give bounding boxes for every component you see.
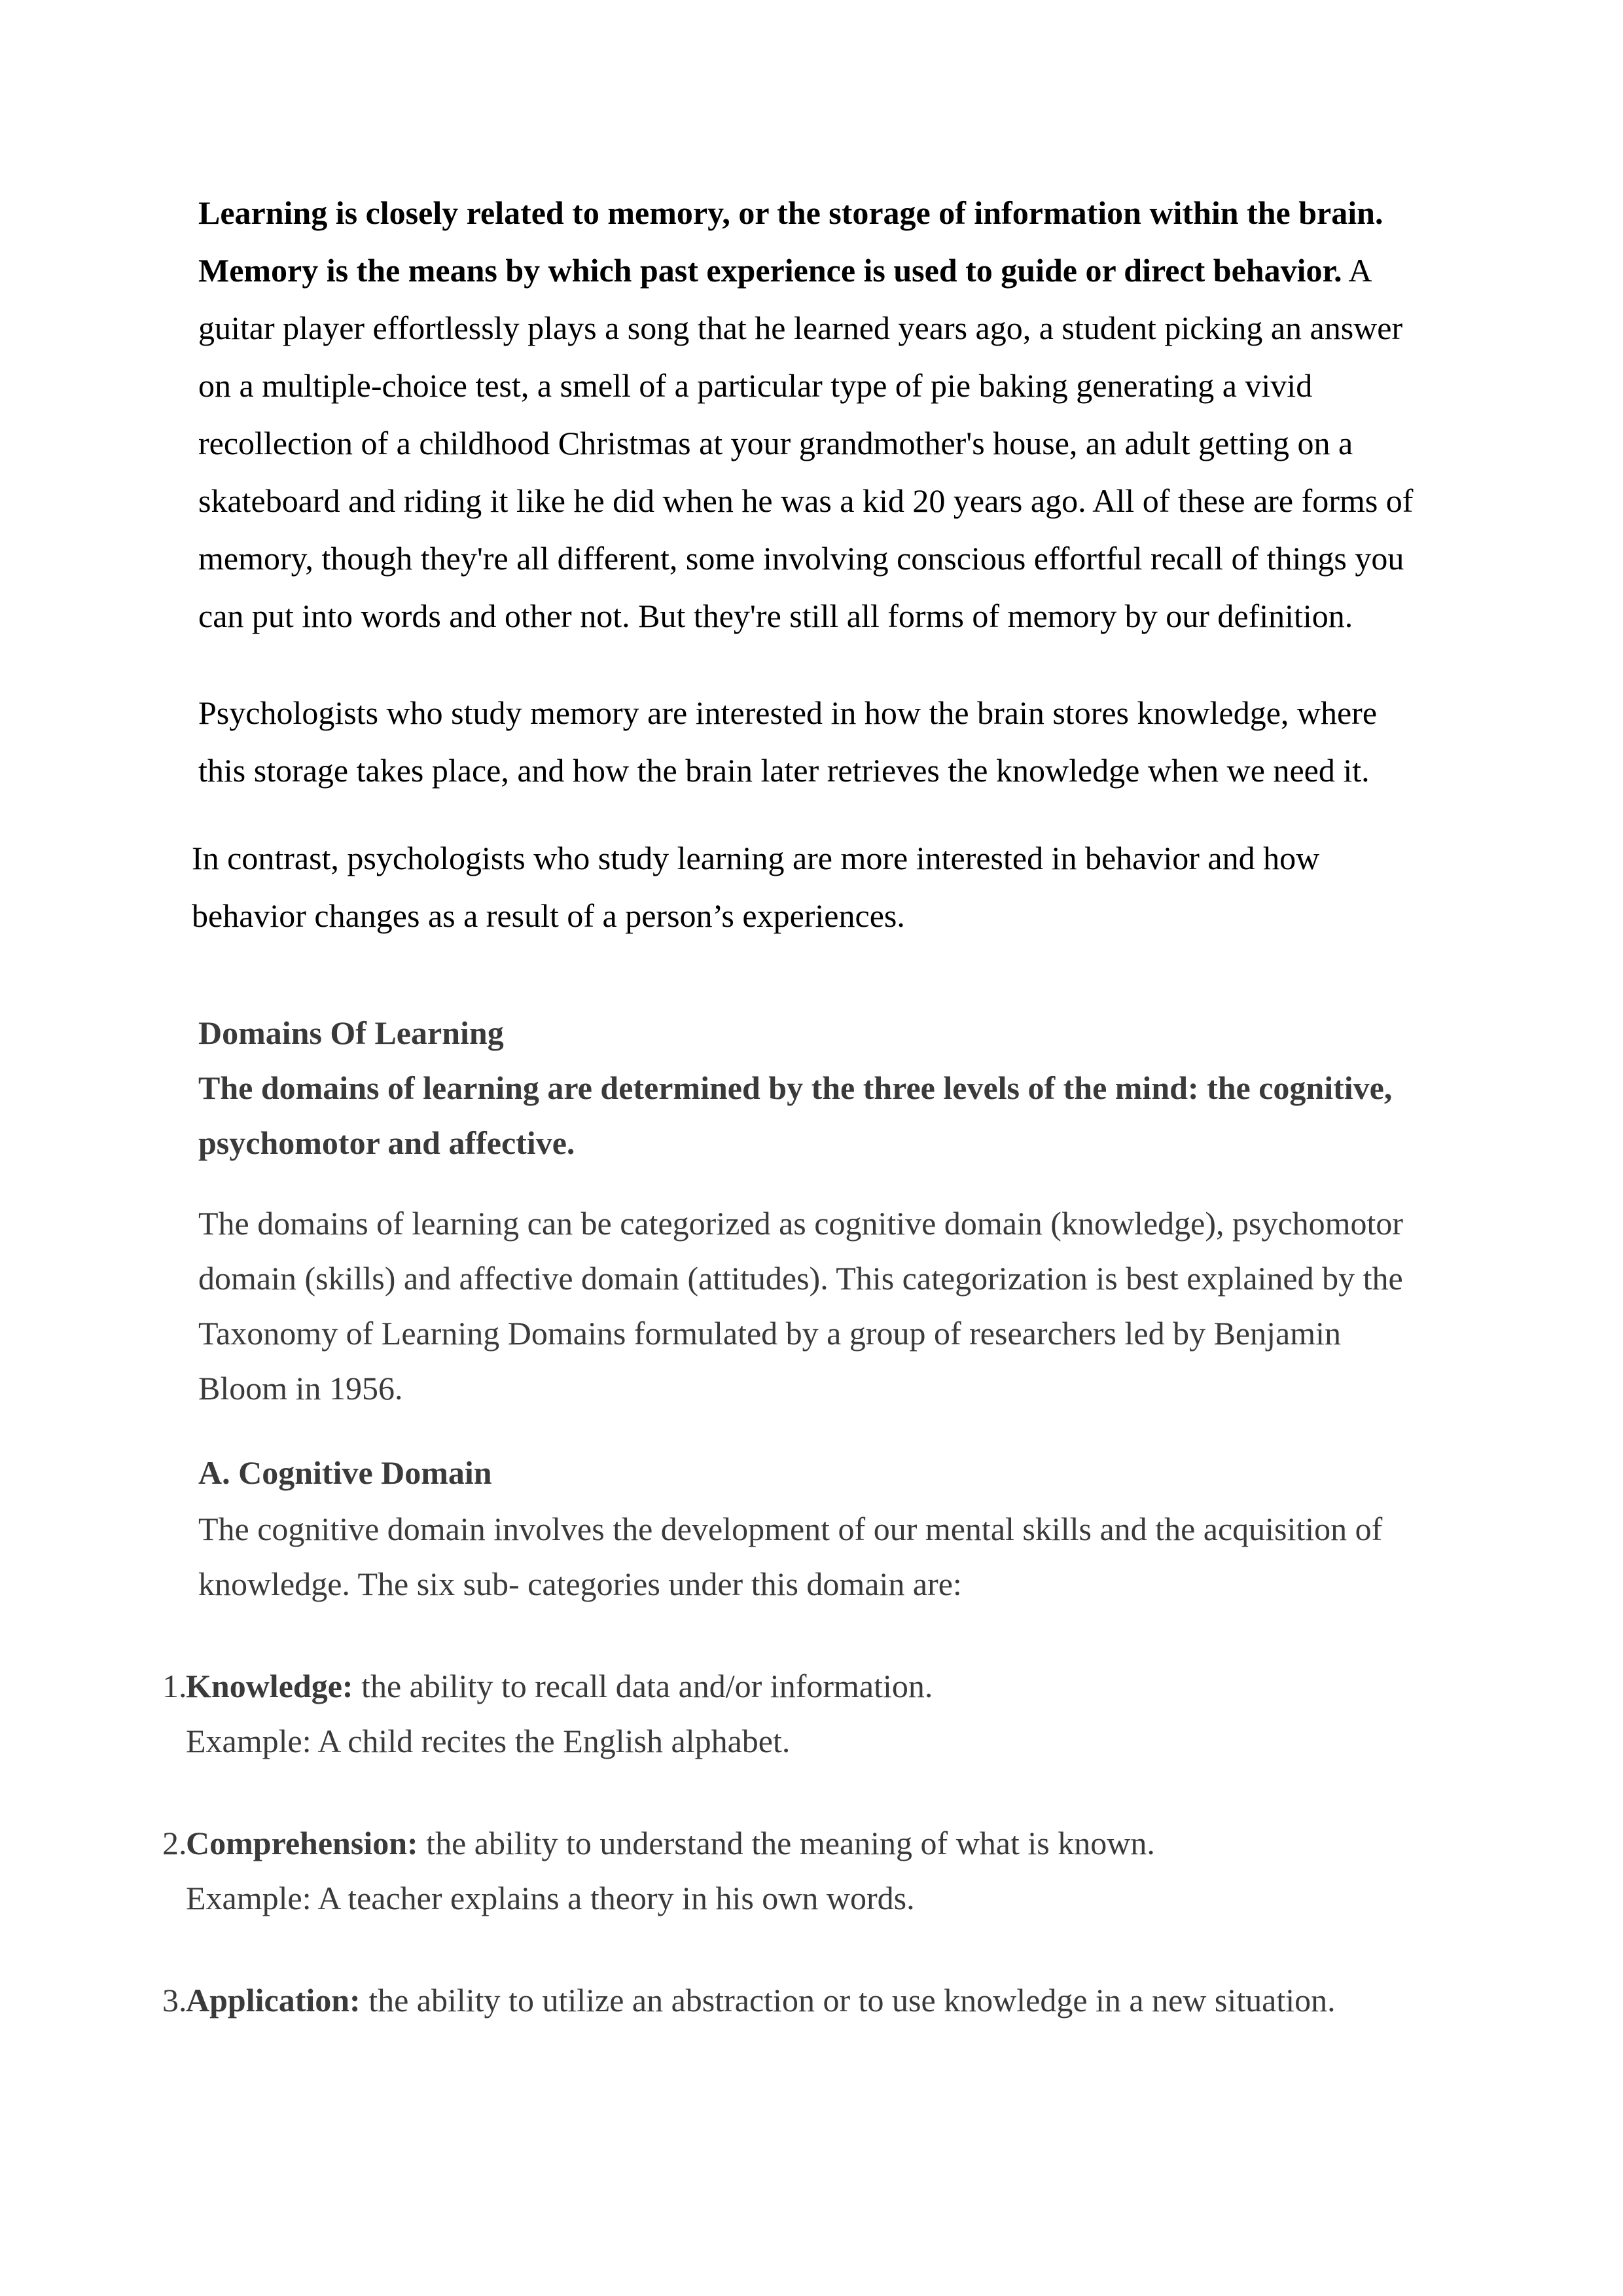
paragraph-psychologists-memory: Psychologists who study memory are interested in how the brain stores knowledge, where this storage takes place, and how the brain later retrieves the knowledge when we need it. (198, 694, 1378, 789)
paragraph-learning-memory (198, 184, 1416, 645)
paragraph-learning-memory-bold-lead: Learning is closely related to memory, or the storage of information within the brain. Memory is the means by which past experience is used to guide or direct behavior. (198, 194, 1383, 289)
list-item-definition (186, 1659, 1416, 1713)
list-item-definition (186, 1816, 1416, 1871)
list-item-definition-text: the ability to utilize an abstraction or to use knowledge in a new situation. (360, 1982, 1336, 2018)
list-item-term: Knowledge: (186, 1668, 353, 1704)
paragraph-in-contrast: In contrast, psychologists who study learning are more interested in behavior and how behavior changes as a result of a person’s experiences. (192, 840, 1320, 934)
list-item-example: Example: A teacher explains a theory in his own words. (186, 1880, 915, 1916)
list-item-example: Example: A child recites the English alphabet. (186, 1723, 791, 1759)
list-item-knowledge (162, 1659, 1416, 1768)
paragraph-domains-determined: The domains of learning are determined by the three levels of the mind: the cognitive, psychomotor and affective. (198, 1069, 1393, 1161)
paragraph-cognitive-intro: The cognitive domain involves the development of our mental skills and the acquisition of knowledge. The six sub- categories under this domain are: (198, 1511, 1383, 1602)
list-item-number: 3. (162, 1982, 187, 2018)
list-item-comprehension (162, 1816, 1416, 1926)
list-item-definition (186, 1973, 1416, 2028)
heading-cognitive-domain: A. Cognitive Domain (198, 1454, 492, 1491)
list-item-body (186, 1816, 1416, 1926)
heading-domains-of-learning: Domains Of Learning (198, 1014, 504, 1051)
list-item-term: Application: (186, 1982, 361, 2018)
list-item-body (186, 1659, 1416, 1768)
paragraph-learning-memory-body: A guitar player effortlessly plays a song that he learned years ago, a student picking an answer on a multiple-choice test, a smell of a particular type of pie baking generating a vivid recollection of a childhood Christmas at your grandmother's house, an adult getting on a skateboard and riding it like he did when he was a kid 20 years ago. All of these are forms of memory, though they're all different, some involving conscious effortful recall of things you can put into words and other not. But they're still all forms of memory by our definition. (198, 252, 1414, 634)
list-item-number: 2. (162, 1825, 187, 1861)
paragraph-domains-categorized: The domains of learning can be categorized as cognitive domain (knowledge), psychomotor domain (skills) and affective domain (attitudes). This categorization is best explained by the Taxonomy of Learning Domains formulated by a group of researchers led by Benjamin Bloom in 1956. (198, 1205, 1404, 1407)
list-item-application (162, 1973, 1416, 2028)
cognitive-subcategories-list (162, 1659, 1416, 2028)
list-item-term: Comprehension: (186, 1825, 418, 1861)
list-item-definition-text: the ability to recall data and/or information. (353, 1668, 933, 1704)
list-item-number: 1. (162, 1668, 187, 1704)
list-item-definition-text: the ability to understand the meaning of what is known. (418, 1825, 1155, 1861)
list-item-body (186, 1973, 1416, 2028)
